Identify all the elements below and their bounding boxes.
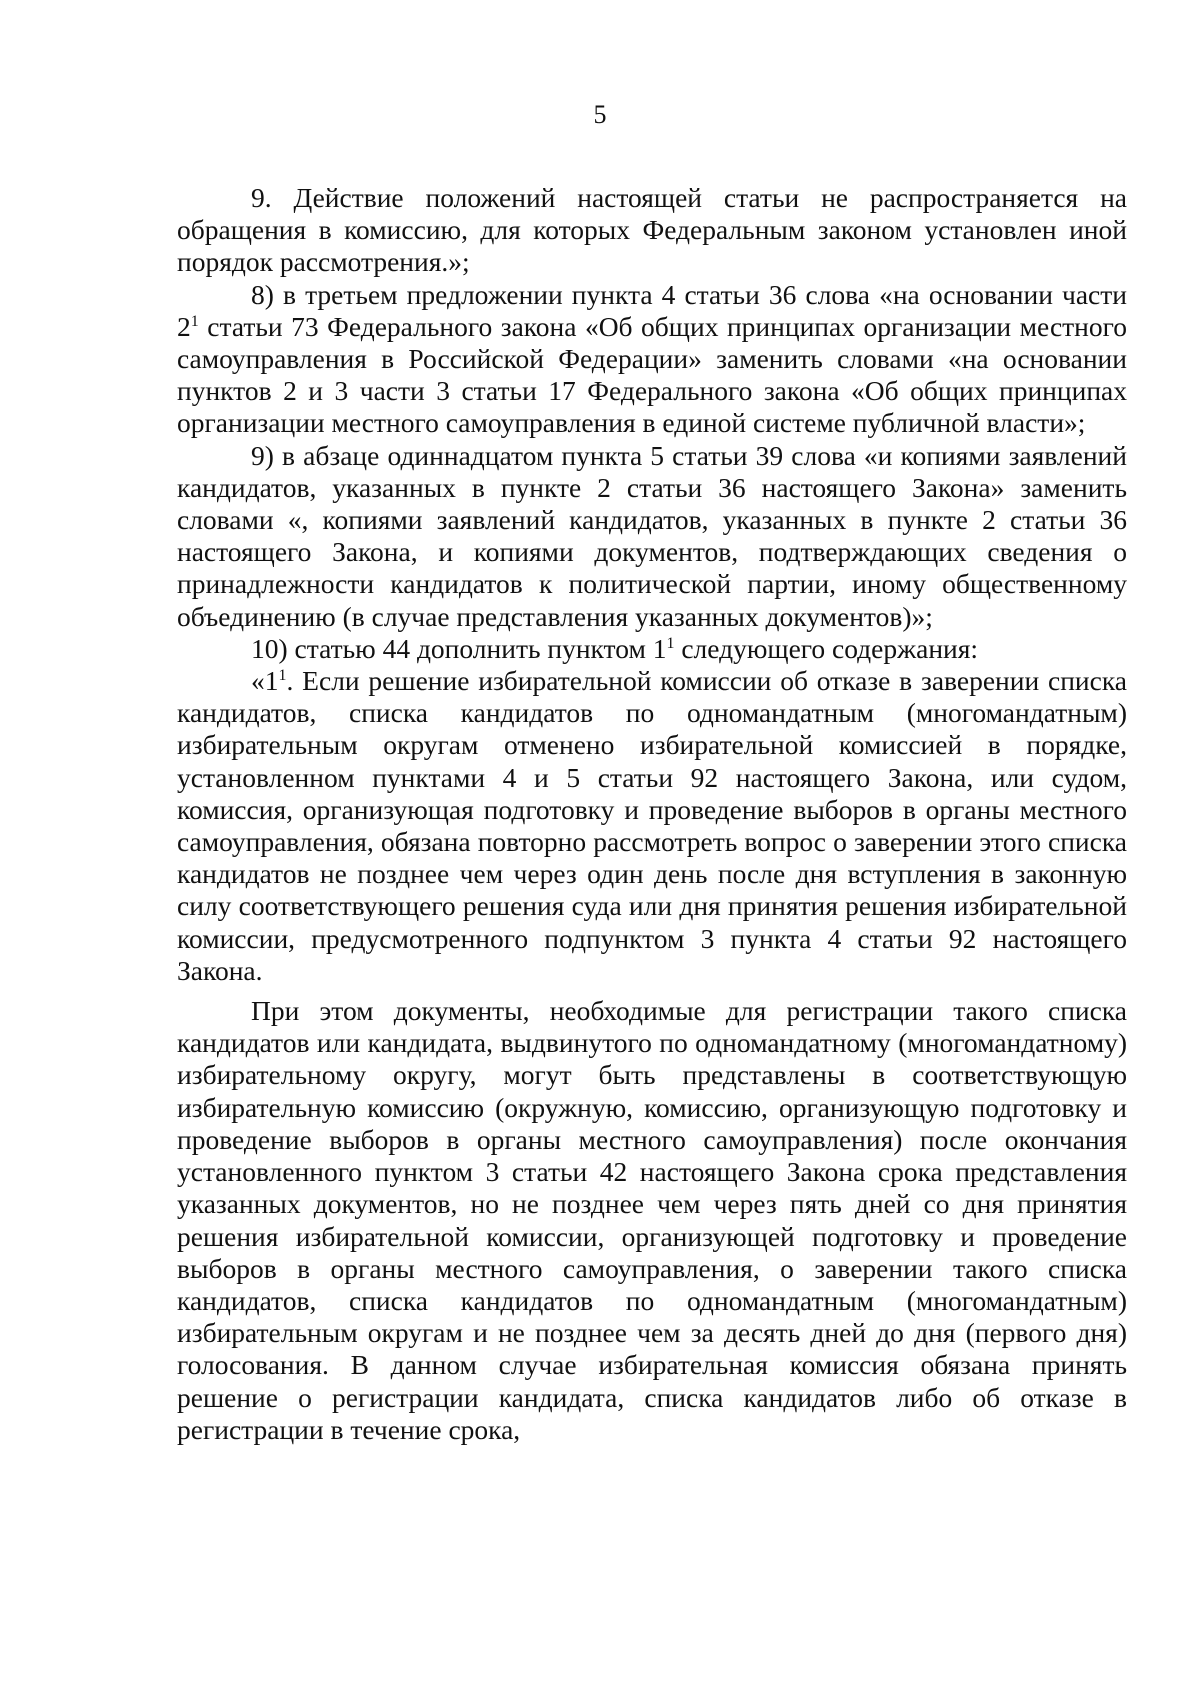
amendment-10-text-end: следующего содержания: bbox=[674, 632, 979, 664]
document-body bbox=[177, 182, 1127, 1446]
amendment-8-text-end: статьи 73 Федерального закона «Об общих принципах организации местного самоуправления в Российской Федерации» заменить словами «на основании пунктов 2 и 3 части 3 статьи 17 Федерального закона «Об общих принципах организации местного самоуправления в единой системе публичной власти»; bbox=[177, 310, 1127, 439]
new-point-text-end: . Если решение избирательной комиссии об отказе в заверении списка кандидатов, списка кандидатов по одномандатным (многомандатным) избирательным округам отменено избирательной комиссией в порядке, установленном пунктами 4 и 5 статьи 92 настоящего Закона, или судом, комиссия, организующая подготовку и проведение выборов в органы местного самоуправления, обязана повторно рассмотреть вопрос о заверении этого списка кандидатов не позднее чем через один день после дня вступления в законную силу соответствующего решения суда или дня принятия решения избирательной комиссии, предусмотренного подпунктом 3 пункта 4 статьи 92 настоящего Закона. bbox=[177, 665, 1127, 986]
paragraph-amendment-8 bbox=[177, 279, 1127, 440]
paragraph-documents-submission: При этом документы, необходимые для регистрации такого списка кандидатов или кандидата, выдвинутого по одномандатному (многомандатному) избирательному округу, могут быть представлены в соответствующую избирательную комиссию (окружную, комиссию, организующую подготовку и проведение выборов в органы местного самоуправления) после окончания установленного пунктом 3 статьи 42 настоящего Закона срока представления указанных документов, но не позднее чем через пять дней со дня принятия решения избирательной комиссии, организующей подготовку и проведение выборов в органы местного самоуправления, о заверении такого списка кандидатов, списка кандидатов по одномандатным (многомандатным) избирательным округам и не позднее чем за десять дней до дня (первого дня) голосования. В данном случае избирательная комиссия обязана принять решение о регистрации кандидата, списка кандидатов либо об отказе в регистрации в течение срока, bbox=[177, 995, 1127, 1445]
superscript-index: 1 bbox=[190, 312, 199, 330]
superscript-index: 1 bbox=[666, 634, 675, 652]
paragraph-amendment-10 bbox=[177, 633, 1127, 665]
new-point-text-start: «1 bbox=[251, 665, 279, 697]
paragraph-amendment-9: 9) в абзаце одиннадцатом пункта 5 статьи 39 слова «и копиями заявлений кандидатов, указанных в пункте 2 статьи 36 настоящего Закона» заменить словами «, копиями заявлений кандидатов, указанных в пункте 2 статьи 36 настоящего Закона, и копиями документов, подтверждающих сведения о принадлежности кандидатов к политической партии, иному общественному объединению (в случае представления указанных документов)»; bbox=[177, 439, 1127, 632]
superscript-index: 1 bbox=[278, 667, 287, 685]
paragraph-new-point-1-1 bbox=[177, 665, 1127, 987]
paragraph-item-9: 9. Действие положений настоящей статьи не распространяется на обращения в комиссию, для которых Федеральным законом установлен иной порядок рассмотрения.»; bbox=[177, 182, 1127, 278]
amendment-8-text-start: 8) в третьем предложении пункта 4 статьи 36 слова «на основании части 2 bbox=[177, 278, 1127, 342]
page-number: 5 bbox=[593, 100, 607, 129]
amendment-10-text-start: 10) статью 44 дополнить пунктом 1 bbox=[251, 632, 667, 664]
